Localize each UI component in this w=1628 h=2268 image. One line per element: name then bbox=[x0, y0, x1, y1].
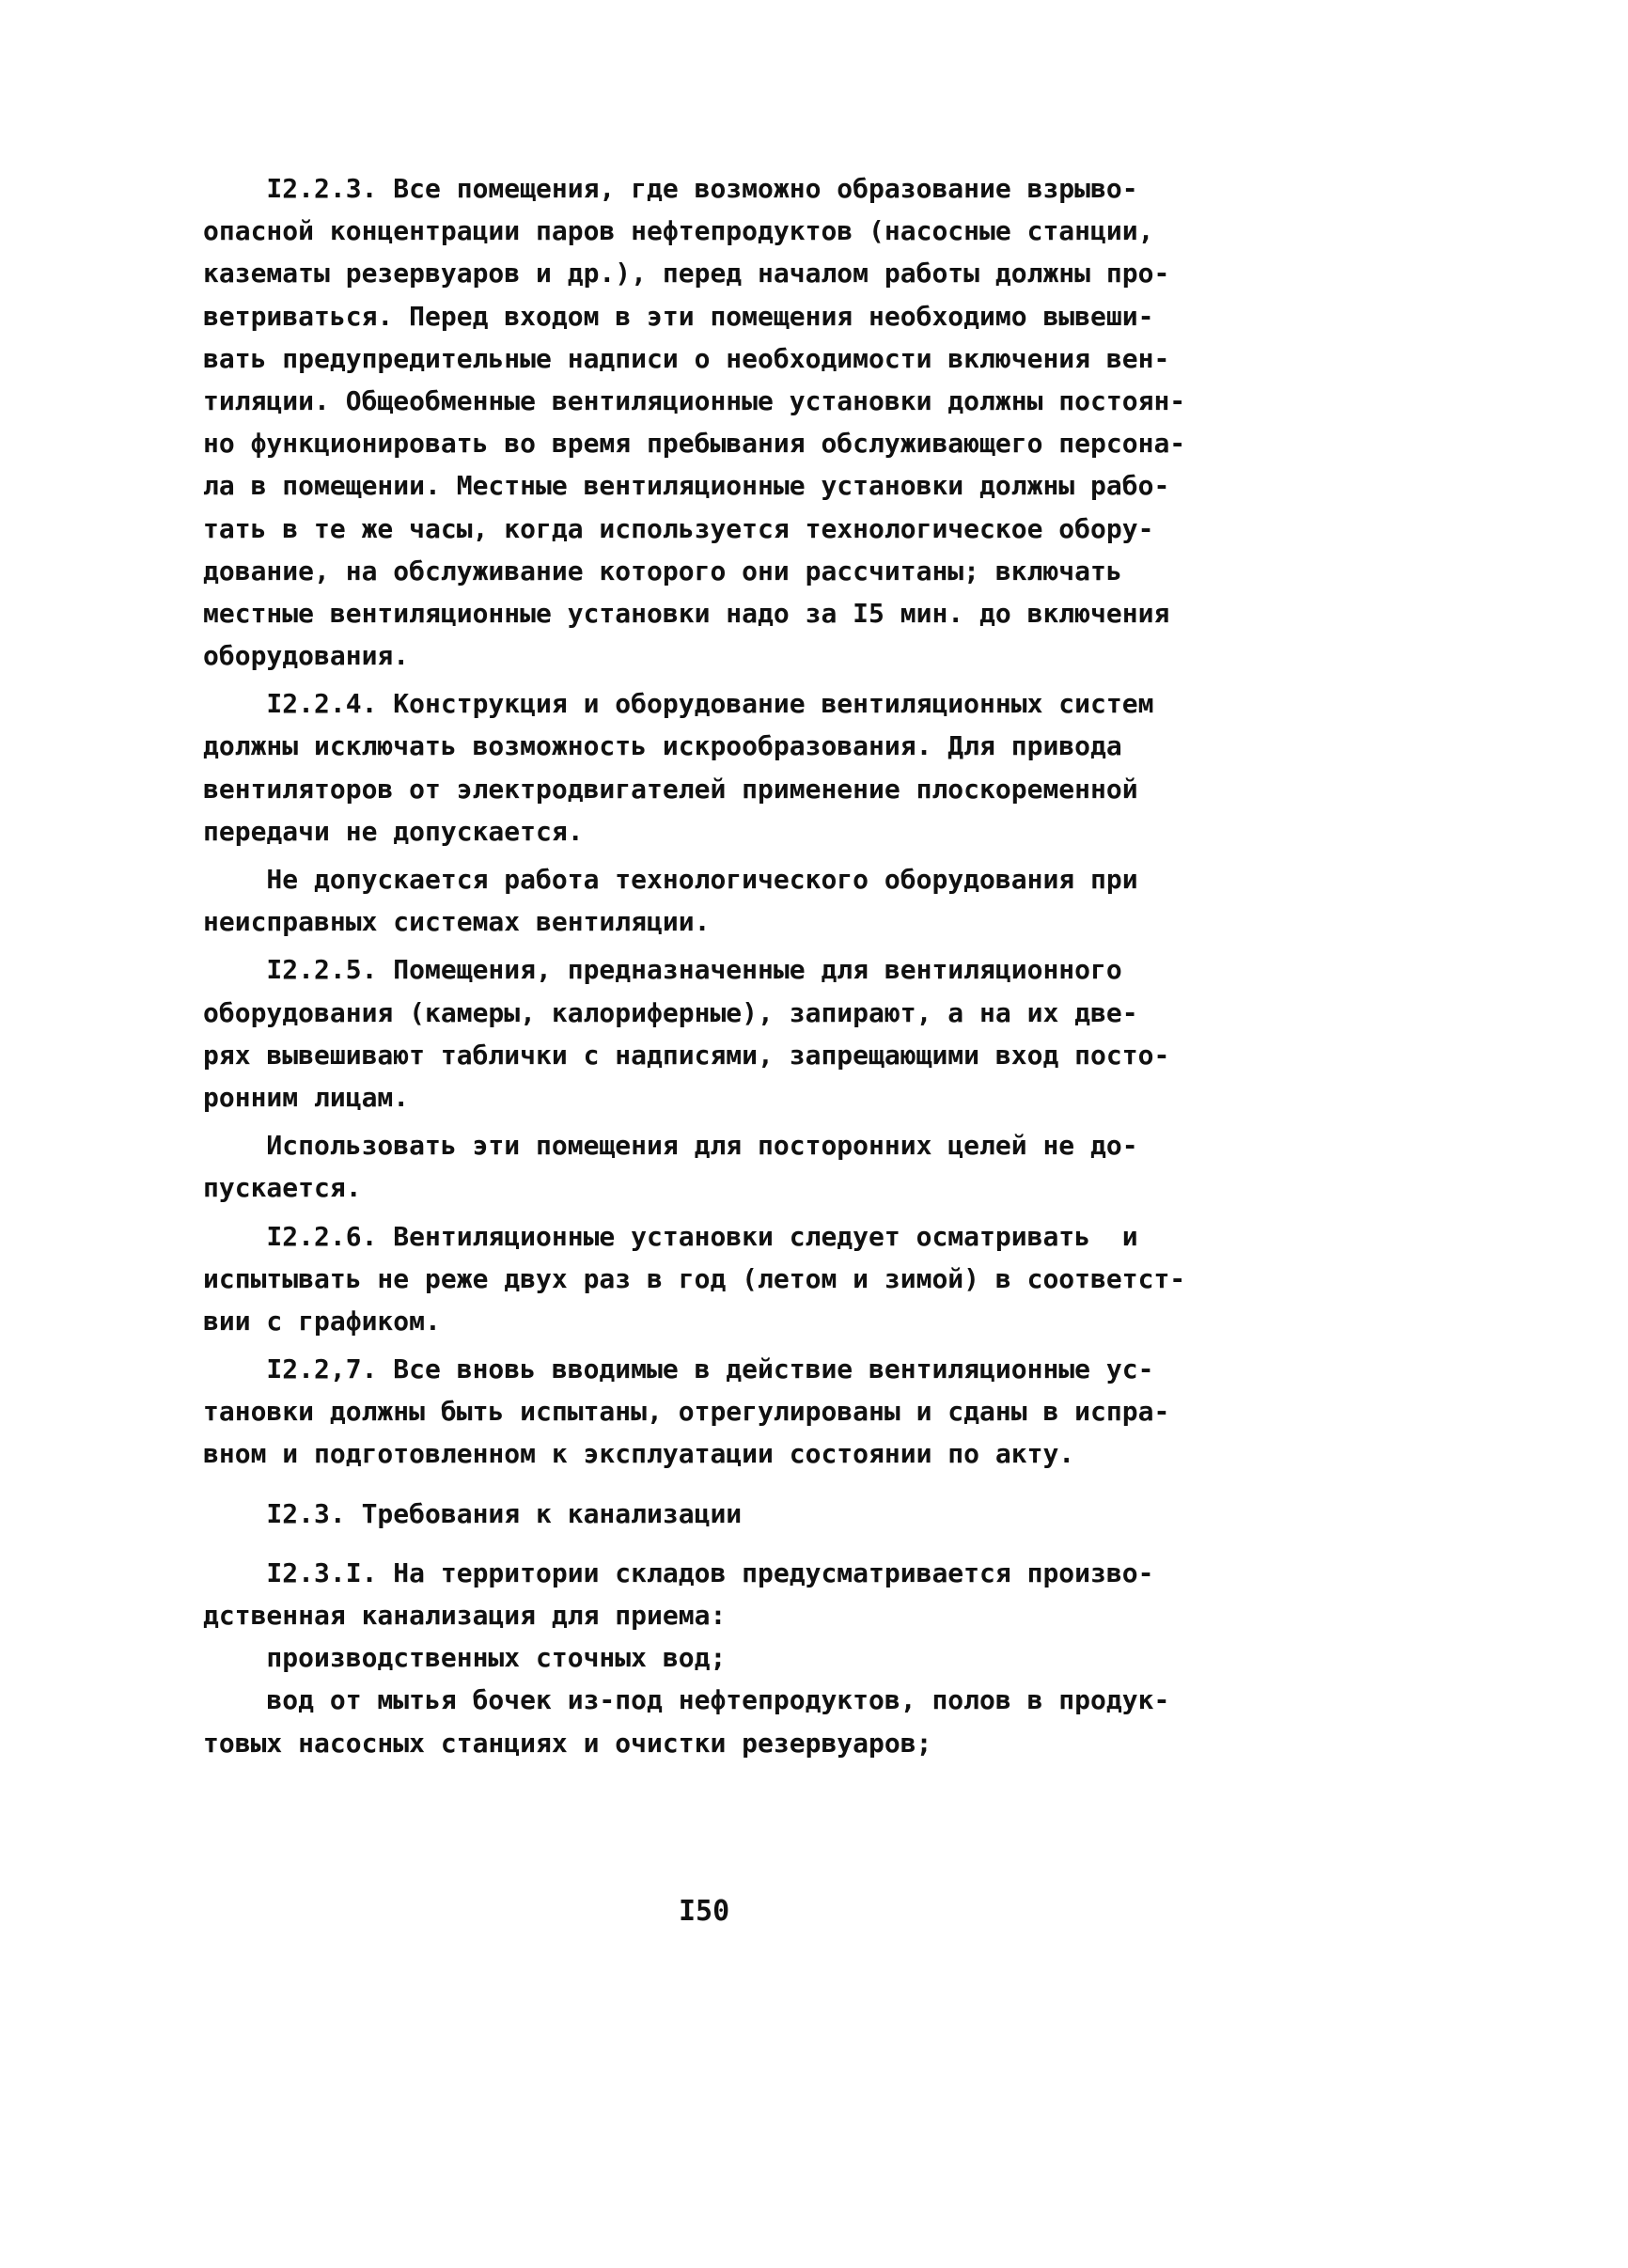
text-line: пускается. bbox=[203, 1172, 362, 1204]
text-line: ронним лицам. bbox=[203, 1081, 410, 1113]
text-line: тановки должны быть испытаны, отрегулированы и сданы в испра- bbox=[203, 1396, 1170, 1428]
text-line: производственных сточных вод; bbox=[203, 1642, 727, 1674]
text-line: опасной концентрации паров нефтепродуктов (насосные станции, bbox=[203, 215, 1154, 247]
text-line: оборудования (камеры, калориферные), запирают, а на их две- bbox=[203, 996, 1138, 1028]
text-line: Не допускается работа технологического оборудования при bbox=[203, 864, 1138, 895]
text-line: казематы резервуаров и др.), перед началом работы должны про- bbox=[203, 258, 1170, 289]
text-line: I2.2.4. Конструкция и оборудование вентиляционных систем bbox=[203, 688, 1154, 720]
text-line: местные вентиляционные установки надо за I5 мин. до включения bbox=[203, 597, 1170, 629]
text-line: товых насосных станциях и очистки резервуаров; bbox=[203, 1727, 932, 1759]
page-number: I50 bbox=[679, 1895, 730, 1928]
text-line: ветриваться. Перед входом в эти помещения необходимо вывеши- bbox=[203, 300, 1154, 332]
text-line: I2.2,7. Все вновь вводимые в действие вентиляционные ус- bbox=[203, 1353, 1154, 1385]
text-line: дственная канализация для приема: bbox=[203, 1600, 727, 1631]
text-line: I2.2.6. Вентиляционные установки следует осматривать и bbox=[203, 1220, 1138, 1252]
text-line: но функционировать во время пребывания обслуживающего персона- bbox=[203, 428, 1186, 460]
text-line: оборудования. bbox=[203, 640, 410, 672]
text-line: вать предупредительные надписи о необходимости включения вен- bbox=[203, 342, 1170, 374]
text-line: дование, на обслуживание которого они рассчитаны; включать bbox=[203, 555, 1122, 587]
text-line: испытывать не реже двух раз в год (летом и зимой) в соответст- bbox=[203, 1262, 1186, 1294]
text-line: вном и подготовленном к эксплуатации состоянии по акту. bbox=[203, 1438, 1075, 1470]
text-line: вентиляторов от электродвигателей применение плоскоременной bbox=[203, 773, 1138, 805]
text-line: вод от мытья бочек из-под нефтепродуктов, полов в продук- bbox=[203, 1684, 1170, 1716]
section-heading: I2.3. Требования к канализации bbox=[203, 1497, 743, 1529]
text-line: Использовать эти помещения для посторонних целей не до- bbox=[203, 1130, 1138, 1162]
text-line: I2.3.I. На территории складов предусматривается произво- bbox=[203, 1556, 1154, 1588]
text-line: передачи не допускается. bbox=[203, 815, 584, 847]
text-line: ла в помещении. Местные вентиляционные установки должны рабо- bbox=[203, 470, 1170, 502]
text-line: неисправных системах вентиляции. bbox=[203, 906, 711, 938]
text-line: тать в те же часы, когда используется технологическое обору- bbox=[203, 512, 1154, 544]
body-text bbox=[203, 167, 1265, 1764]
text-line: должны исключать возможность искрообразования. Для привода bbox=[203, 730, 1122, 762]
text-line: вии с графиком. bbox=[203, 1305, 441, 1337]
text-line: рях вывешивают таблички с надписями, запрещающими вход посто- bbox=[203, 1039, 1170, 1071]
text-line: тиляции. Общеобменные вентиляционные установки должны постоян- bbox=[203, 384, 1186, 416]
text-line: I2.2.3. Все помещения, где возможно образование взрыво- bbox=[203, 173, 1138, 204]
text-line: I2.2.5. Помещения, предназначенные для вентиляционного bbox=[203, 954, 1122, 986]
